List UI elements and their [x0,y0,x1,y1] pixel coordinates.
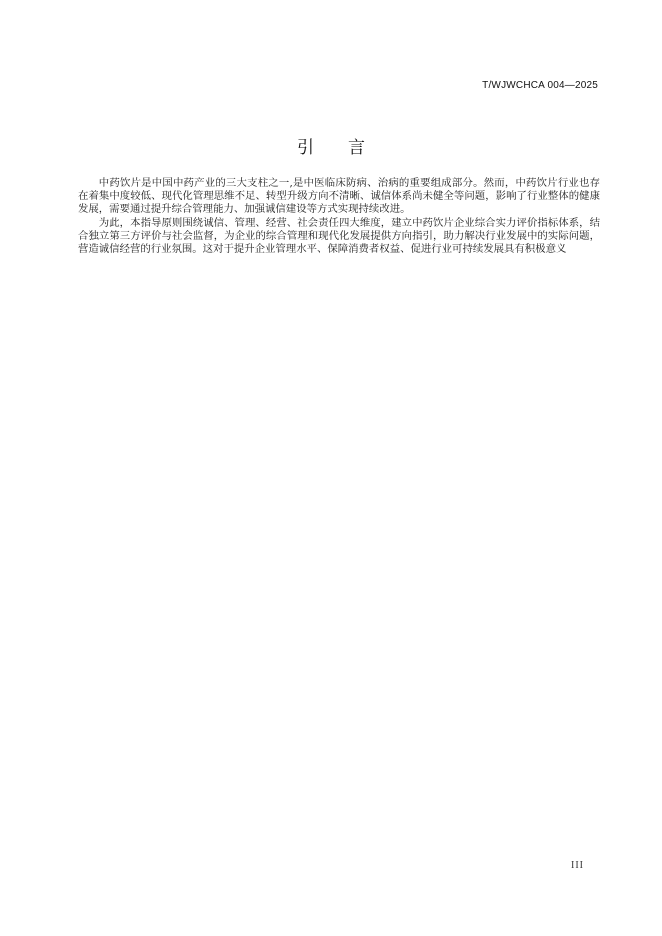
page-number: III [571,860,584,871]
section-title: 引言 [297,138,399,158]
document-code: T/WJWCHCA 004—2025 [482,80,598,91]
introduction-body [78,177,600,256]
paragraph-1: 中药饮片是中国中药产业的三大支柱之一,是中医临床防病、治病的重要组成部分。然而，中药饮片行业也存在着集中度较低、现代化管理思维不足、转型升级方向不清晰、诚信体系尚未健全等问题，影响了行业整体的健康发展，需要通过提升综合管理能力、加强诚信建设等方式实现持续改进。 [78,177,600,216]
paragraph-2: 为此，本指导原则围绕诚信、管理、经营、社会责任四大维度，建立中药饮片企业综合实力评价指标体系，结合独立第三方评价与社会监督，为企业的综合管理和现代化发展提供方向指引，助力解决行业发展中的实际问题，营造诚信经营的行业氛围。这对于提升企业管理水平、保障消费者权益、促进行业可持续发展具有积极意义 [78,216,600,256]
